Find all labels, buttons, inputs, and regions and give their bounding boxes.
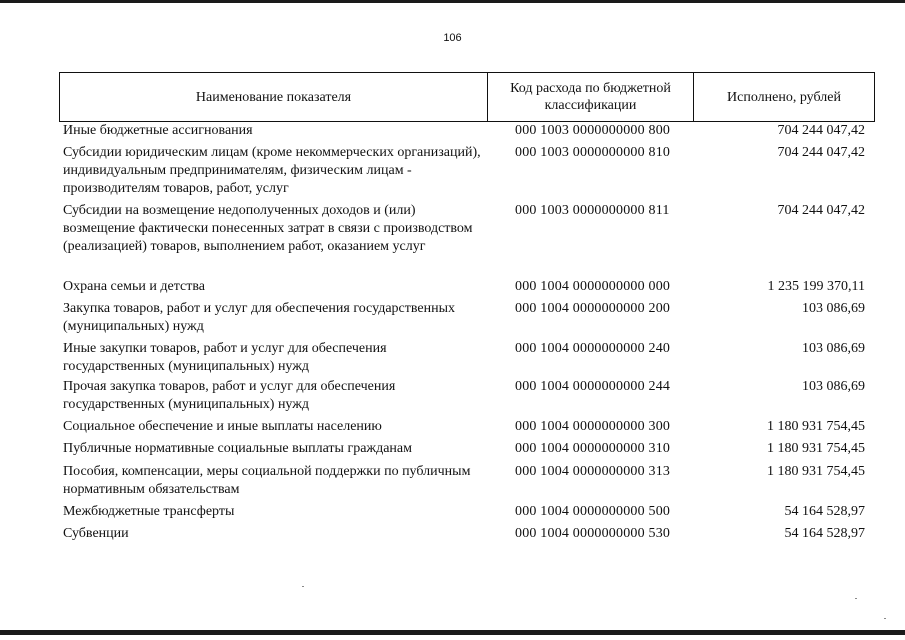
- row-amount: 54 164 528,97: [784, 504, 865, 519]
- row-amount: 103 086,69: [802, 341, 865, 356]
- table-row: [59, 463, 875, 503]
- page-number: 106: [443, 32, 462, 44]
- table-row: [59, 525, 875, 547]
- scan-speck: [855, 598, 857, 599]
- row-amount: 1 235 199 370,11: [767, 279, 865, 294]
- row-name: Иные бюджетные ассигнования: [63, 123, 253, 138]
- row-code: 000 1004 0000000000 240: [515, 341, 671, 356]
- row-name: Публичные нормативные социальные выплаты гражданам: [63, 441, 412, 456]
- header-name-column: Наименование показателя: [60, 73, 488, 121]
- table-header: [59, 72, 875, 122]
- row-name: Межбюджетные трансферты: [63, 504, 235, 519]
- scan-border-bottom: [0, 630, 905, 635]
- table-row: [59, 418, 875, 440]
- row-amount: 103 086,69: [802, 301, 865, 316]
- row-code: 000 1003 0000000000 800: [515, 123, 671, 138]
- row-code: 000 1004 0000000000 200: [515, 301, 671, 316]
- row-name: Иные закупки товаров, работ и услуг для обеспечения государственных (муниципальных) нужд: [63, 341, 387, 374]
- row-name: Охрана семьи и детства: [63, 279, 205, 294]
- scan-speck: [302, 586, 304, 587]
- row-name: Социальное обеспечение и иные выплаты населению: [63, 419, 382, 434]
- table-row: [59, 378, 875, 418]
- row-amount: 54 164 528,97: [784, 526, 865, 541]
- row-code: 000 1004 0000000000 000: [515, 279, 671, 294]
- table-row: [59, 202, 875, 278]
- row-amount: 704 244 047,42: [777, 123, 865, 138]
- row-code: 000 1004 0000000000 300: [515, 419, 671, 434]
- header-amount-column: Исполнено, рублей: [727, 89, 841, 105]
- row-code: 000 1004 0000000000 530: [515, 526, 671, 541]
- table-row: [59, 340, 875, 378]
- table-row: [59, 300, 875, 340]
- row-code: 000 1004 0000000000 313: [515, 464, 671, 479]
- row-name: Закупка товаров, работ и услуг для обеспечения государственных (муниципальных) нужд: [63, 301, 456, 334]
- table-row: [59, 503, 875, 525]
- row-amount: 1 180 931 754,45: [767, 441, 865, 456]
- row-name: Субсидии на возмещение недополученных доходов и (или) возмещение фактически понесенных затрат в связи с производством (реализацией) товаров, выполнением работ, оказанием услуг: [63, 203, 473, 254]
- table-body: [59, 122, 875, 547]
- table-row: [59, 440, 875, 463]
- row-name: Субсидии юридическим лицам (кроме некоммерческих организаций), индивидуальным предпринимателям, физическим лицам - производителям товаров, работ, услуг: [63, 145, 481, 196]
- row-amount: 704 244 047,42: [777, 145, 865, 160]
- row-amount: 103 086,69: [802, 379, 865, 394]
- table-row: [59, 122, 875, 144]
- row-code: 000 1003 0000000000 811: [515, 203, 670, 218]
- scan-border-top: [0, 0, 905, 3]
- header-code-column: Код расхода по бюджетной классификации: [488, 73, 694, 121]
- row-amount: 704 244 047,42: [777, 203, 865, 218]
- row-code: 000 1004 0000000000 500: [515, 504, 671, 519]
- row-amount: 1 180 931 754,45: [767, 419, 865, 434]
- row-code: 000 1004 0000000000 310: [515, 441, 671, 456]
- row-code: 000 1003 0000000000 810: [515, 145, 671, 160]
- scan-speck: [884, 618, 886, 619]
- row-name: Субвенции: [63, 526, 129, 541]
- table-row: [59, 278, 875, 300]
- row-name: Пособия, компенсации, меры социальной поддержки по публичным нормативным обязательствам: [63, 464, 471, 497]
- row-name: Прочая закупка товаров, работ и услуг для обеспечения государственных (муниципальных) нужд: [63, 379, 396, 412]
- row-code: 000 1004 0000000000 244: [515, 379, 671, 394]
- table-row: [59, 144, 875, 202]
- row-amount: 1 180 931 754,45: [767, 464, 865, 479]
